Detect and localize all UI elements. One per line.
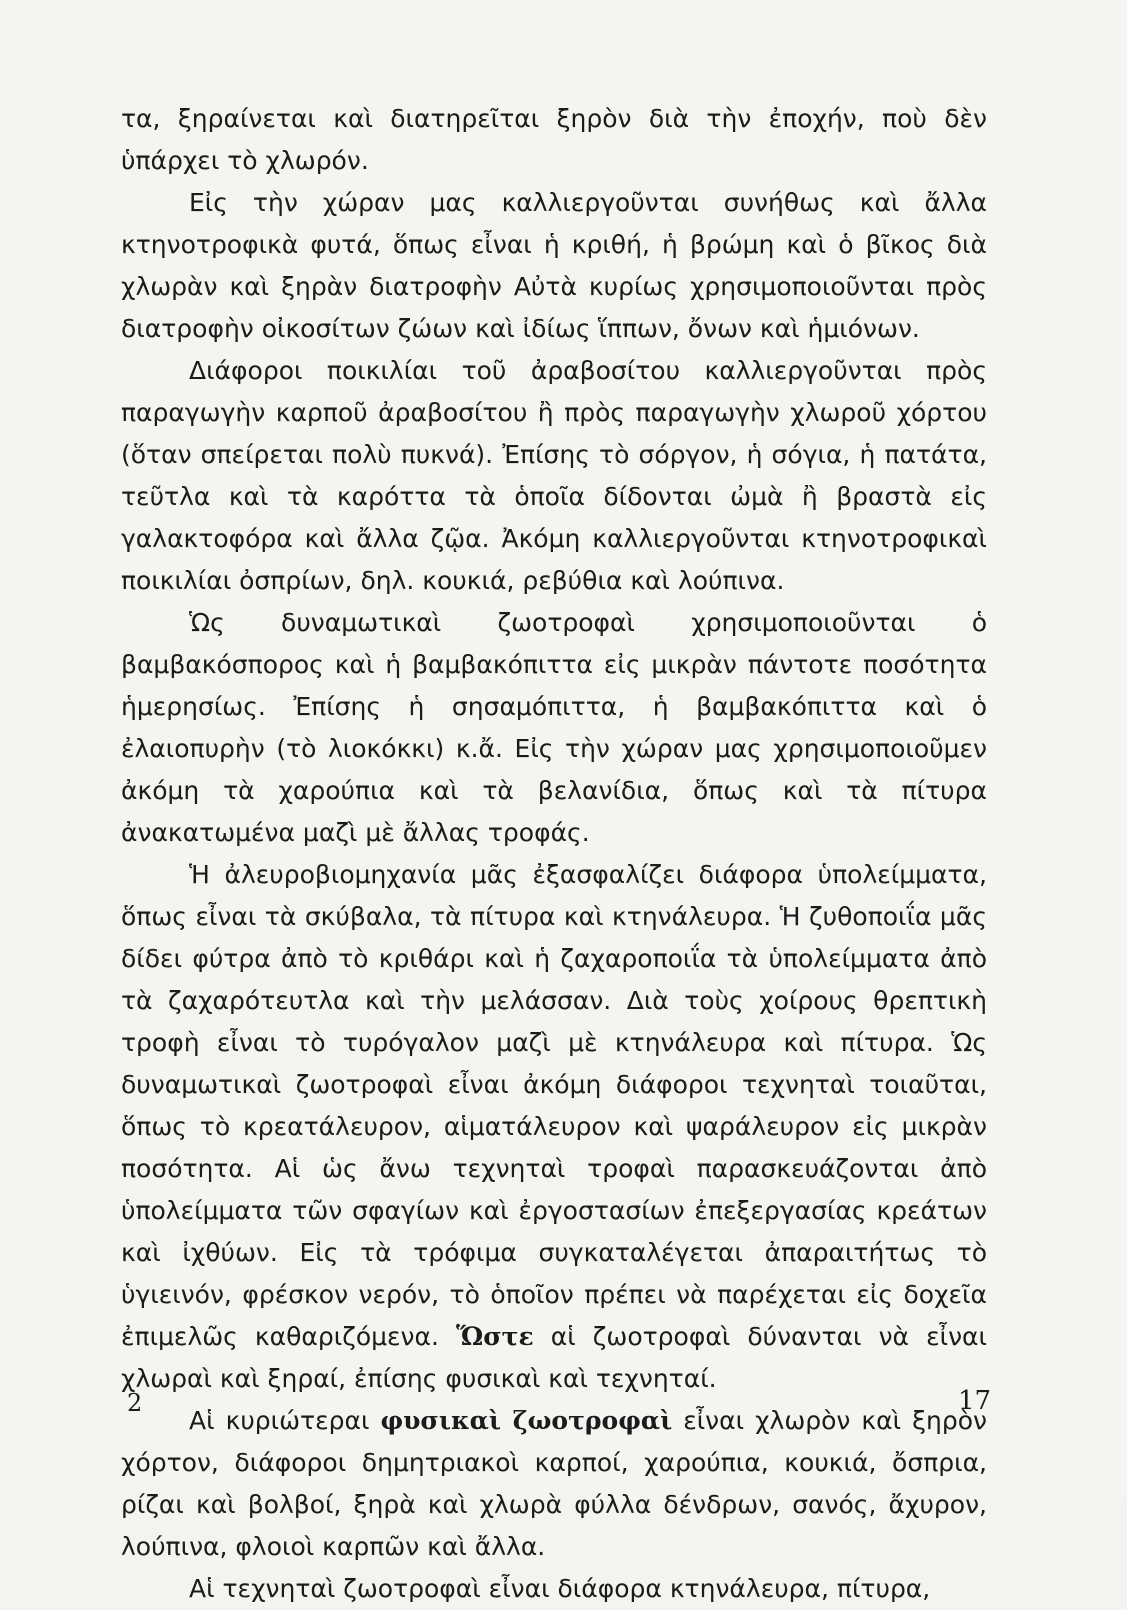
paragraph-5-bold-term: Ὥστε xyxy=(456,1322,534,1351)
paragraph-6-text-b: εἶναι χλωρὸν καὶ ξηρὸν χόρτον, διάφοροι δημητριακοὶ καρποί, χαρούπια, κουκιά, ὄσπρια, ρίζαι καὶ βολβοί, ξηρὰ καὶ χλωρὰ φύλλα δένδρων, σανός, ἄχυρον, λούπινα, φλοιοὶ καρπῶν καὶ ἄλλα. xyxy=(121,1406,988,1561)
body-text xyxy=(121,98,987,1610)
paragraph-7: Αἱ τεχνηταὶ ζωοτροφαὶ εἶναι διάφορα κτηνάλευρα, πίτυρα, xyxy=(189,1574,931,1603)
paragraph-1: τα, ξηραίνεται καὶ διατηρεῖται ξηρὸν διὰ τὴν ἐποχήν, ποὺ δὲν ὑπάρχει τὸ χλωρόν. xyxy=(121,104,987,175)
paragraph-6 xyxy=(121,1400,987,1568)
paragraph-6-text-a: Αἱ κυριώτεραι xyxy=(189,1406,370,1435)
signature-mark: 2 xyxy=(127,1389,143,1417)
paragraph-5-text-a: Ἡ ἀλευροβιομηχανία μᾶς ἐξασφαλίζει διάφορα ὑπολείμματα, ὅπως εἶναι τὰ σκύβαλα, τὰ πίτυρα καὶ κτηνάλευρα. Ἡ ζυθοποιΐα μᾶς δίδει φύτρα ἀπὸ τὸ κριθάρι καὶ ἡ ζαχαροποιΐα τὰ ὑπολείμματα ἀπὸ τὰ ζαχαρότευτλα καὶ τὴν μελάσσαν. Διὰ τοὺς χοίρους θρεπτικὴ τροφὴ εἶναι τὸ τυρόγαλον μαζὶ μὲ κτηνάλευρα καὶ πίτυρα. Ὡς δυναμωτικαὶ ζωοτροφαὶ εἶναι ἀκόμη διάφοροι τεχνηταὶ τοιαῦται, ὅπως τὸ κρεατάλευρον, αἱματάλευρον καὶ ψαράλευρον εἰς μικρὰν ποσότητα. Αἱ ὡς ἄνω τεχνηταὶ τροφαὶ παρασκευάζονται ἀπὸ ὑπολείμματα τῶν σφαγίων καὶ ἐργοστασίων ἐπεξεργασίας κρεάτων καὶ ἰχθύων. Εἰς τὰ τρόφιμα συγκαταλέγεται ἀπαραιτήτως τὸ ὑγιεινόν, φρέσκον νερόν, τὸ ὁποῖον πρέπει νὰ παρέχεται εἰς δοχεῖα ἐπιμελῶς καθαριζόμενα. xyxy=(121,860,987,1351)
paragraph-2: Εἰς τὴν χώραν μας καλλιεργοῦνται συνήθως καὶ ἄλλα κτηνοτροφικὰ φυτά, ὅπως εἶναι ἡ κριθή, ἡ βρώμη καὶ ὁ βῖκος διὰ χλωρὰν καὶ ξηρὰν διατροφὴν Αὐτὰ κυρίως χρησιμοποιοῦνται πρὸς διατροφὴν οἰκοσίτων ζώων καὶ ἰδίως ἵππων, ὄνων καὶ ἡμιόνων. xyxy=(121,188,987,343)
paragraph-4: Ὡς δυναμωτικαὶ ζωοτροφαὶ χρησιμοποιοῦνται ὁ βαμβακόσπορος καὶ ἡ βαμβακόπιττα εἰς μικρὰν πάντοτε ποσότητα ἡμερησίως. Ἐπίσης ἡ σησαμόπιττα, ἡ βαμβακόπιττα καὶ ὁ ἐλαιοπυρὴν (τὸ λιοκόκκι) κ.ἄ. Εἰς τὴν χώραν μας χρησιμοποιοῦμεν ἀκόμη τὰ χαρούπια καὶ τὰ βελανίδια, ὅπως καὶ τὰ πίτυρα ἀνακατωμένα μαζὶ μὲ ἄλλας τροφάς. xyxy=(121,608,987,847)
paragraph-6-bold-term: φυσικαὶ ζωοτροφαὶ xyxy=(380,1406,673,1435)
page-number: 17 xyxy=(958,1386,992,1416)
paragraph-5 xyxy=(121,854,987,1400)
paragraph-5-text-b: αἱ ζωοτροφαὶ δύνανται νὰ εἶναι χλωραὶ καὶ ξηραί, ἐπίσης φυσικαὶ καὶ τεχνηταί. xyxy=(121,1322,987,1393)
paragraph-3: Διάφοροι ποικιλίαι τοῦ ἀραβοσίτου καλλιεργοῦνται πρὸς παραγωγὴν καρποῦ ἀραβοσίτου ἢ πρὸς παραγωγὴν χλωροῦ χόρτου (ὅταν σπείρεται πολὺ πυκνά). Ἐπίσης τὸ σόργον, ἡ σόγια, ἡ πατάτα, τεῦτλα καὶ τὰ καρόττα τὰ ὁποῖα δίδονται ὠμὰ ἢ βραστὰ εἰς γαλακτοφόρα καὶ ἄλλα ζῷα. Ἀκόμη καλλιεργοῦνται κτηνοτροφικαὶ ποικιλίαι ὀσπρίων, δηλ. κουκιά, ρεβύθια καὶ λούπινα. xyxy=(121,356,987,595)
